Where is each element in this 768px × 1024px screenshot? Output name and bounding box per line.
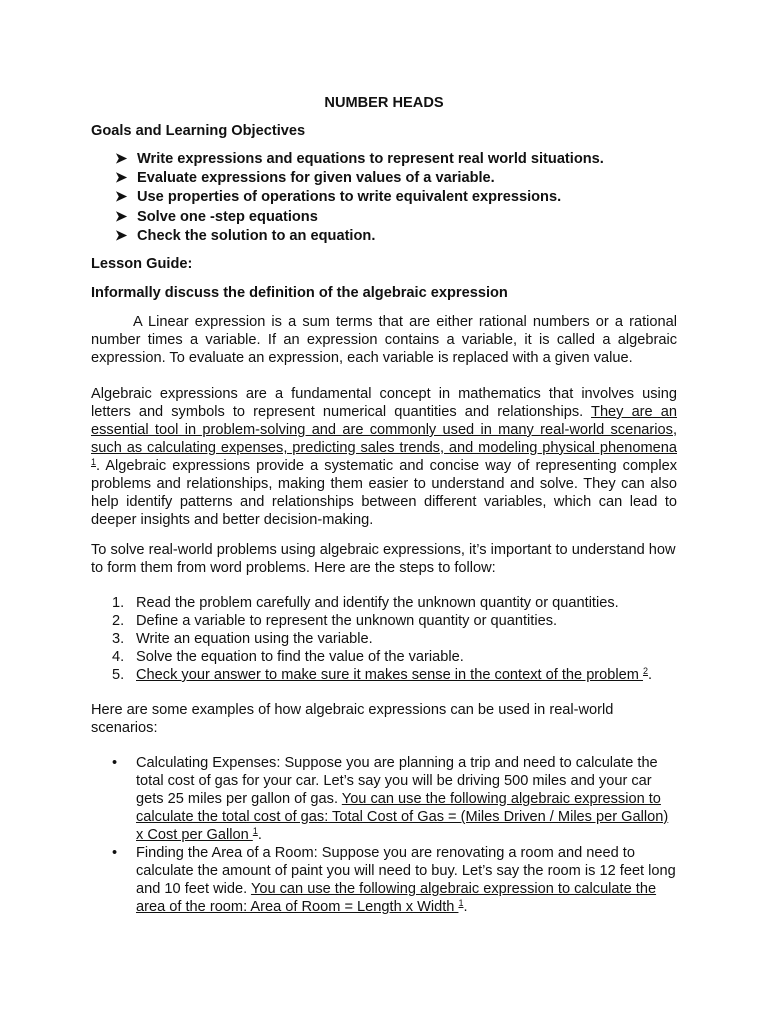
goal-item: ➤ Check the solution to an equation.: [115, 227, 677, 246]
examples-intro-paragraph: Here are some examples of how algebraic expressions can be used in real-world scenarios:: [91, 701, 614, 736]
arrow-bullet-icon: ➤: [115, 151, 128, 167]
underlined-text: Check your answer to make sure it makes sense in the context of the problem: [136, 666, 643, 683]
underlined-text: You can use the following algebraic expression to calculate the total cost of gas: Total Cost of Gas = (Miles Driven / Miles per Gallon) x Cost per Gallon: [136, 790, 669, 843]
step-item: 3. Write an equation using the variable.: [112, 630, 373, 647]
arrow-bullet-icon: ➤: [115, 170, 128, 187]
document-title: NUMBER HEADS: [324, 95, 444, 111]
goal-item: ➤ Solve one -step equations: [115, 208, 677, 227]
footnote-ref: 1: [91, 456, 97, 467]
examples-list: [91, 754, 677, 916]
example-item: • Finding the Area of a Room: Suppose you are renovating a room and need to calculate the amount of paint you will need to buy. Let’s say the room is 12 feet long and 10 feet wide. You can use the following algebraic expression to calculate the area of the room: Area of Room = Length x Width $^1$.: [112, 844, 676, 915]
step-item: 4. Solve the equation to find the value of the variable.: [112, 648, 464, 665]
step-item: 2. Define a variable to represent the unknown quantity or quantities.: [112, 612, 558, 629]
example-item: • Calculating Expenses: Suppose you are planning a trip and need to calculate the total cost of gas for your car. Let’s say you will be driving 500 miles and your car gets 25 miles per gallon of gas. You can use the following algebraic expression to calculate the total cost of gas: Total Cost of Gas = (Miles Driven / Miles per Gallon) x Cost per Gallon $^1$.: [112, 754, 669, 843]
arrow-bullet-icon: ➤: [115, 189, 128, 206]
footnote-ref: 1: [458, 897, 464, 908]
footnote-ref: 2: [642, 665, 648, 676]
discuss-heading: Informally discuss the definition of the algebraic expression: [91, 284, 508, 301]
step-item: 5. Check your answer to make sure it makes sense in the context of the problem $^2$.: [112, 665, 653, 683]
lesson-guide-heading: Lesson Guide:: [91, 255, 193, 272]
goals-list: [115, 150, 677, 246]
arrow-bullet-icon: ➤: [115, 227, 128, 244]
goal-item: ➤ Write expressions and equations to represent real world situations.: [115, 150, 677, 169]
steps-list: [91, 594, 677, 684]
underlined-text: You can use the following algebraic expression to calculate the area of the room: Area of Room = Length x Width: [136, 880, 657, 915]
steps-intro-paragraph: To solve real-world problems using algebraic expressions, it’s important to understand how to form them from word problems. Here are the steps to follow:: [91, 541, 676, 576]
bullet-dot-icon: •: [112, 754, 118, 771]
goal-item: ➤ Evaluate expressions for given values of a variable.: [115, 169, 677, 188]
linear-expression-paragraph: A Linear expression is a sum terms that are either rational numbers or a rational number times a variable. If an expression contains a variable, it is called a algebraic expression. To evaluate an expression, each variable is replaced with a given value.: [91, 313, 677, 366]
document-body: [91, 94, 677, 916]
bullet-dot-icon: •: [112, 844, 118, 861]
goals-heading: Goals and Learning Objectives: [91, 123, 306, 139]
arrow-bullet-icon: ➤: [115, 208, 128, 225]
footnote-ref: 1: [252, 825, 258, 836]
goal-item: ➤ Use properties of operations to write equivalent expressions.: [115, 188, 677, 207]
algebraic-expressions-paragraph: Algebraic expressions are a fundamental concept in mathematics that involves using letters and symbols to represent numerical quantities and relationships. They are an essential tool in problem-solving and are commonly used in many real-world scenarios, such as calculating expenses, predicting sales trends, and modeling physical phenomena $^1$. Algebraic expressions provide a systematic and concise way of representing complex problems and relationships, making them easier to understand and solve. They can also help identify patterns and relationships between different variables, which can lead to deeper insights and better decision-making.: [91, 385, 677, 528]
underlined-text: They are an essential tool in problem-solving and are commonly used in many real-world scenarios, such as calculating expenses, predicting sales trends, and modeling physical phenomena: [91, 403, 677, 456]
step-item: 1. Read the problem carefully and identify the unknown quantity or quantities.: [112, 594, 619, 611]
